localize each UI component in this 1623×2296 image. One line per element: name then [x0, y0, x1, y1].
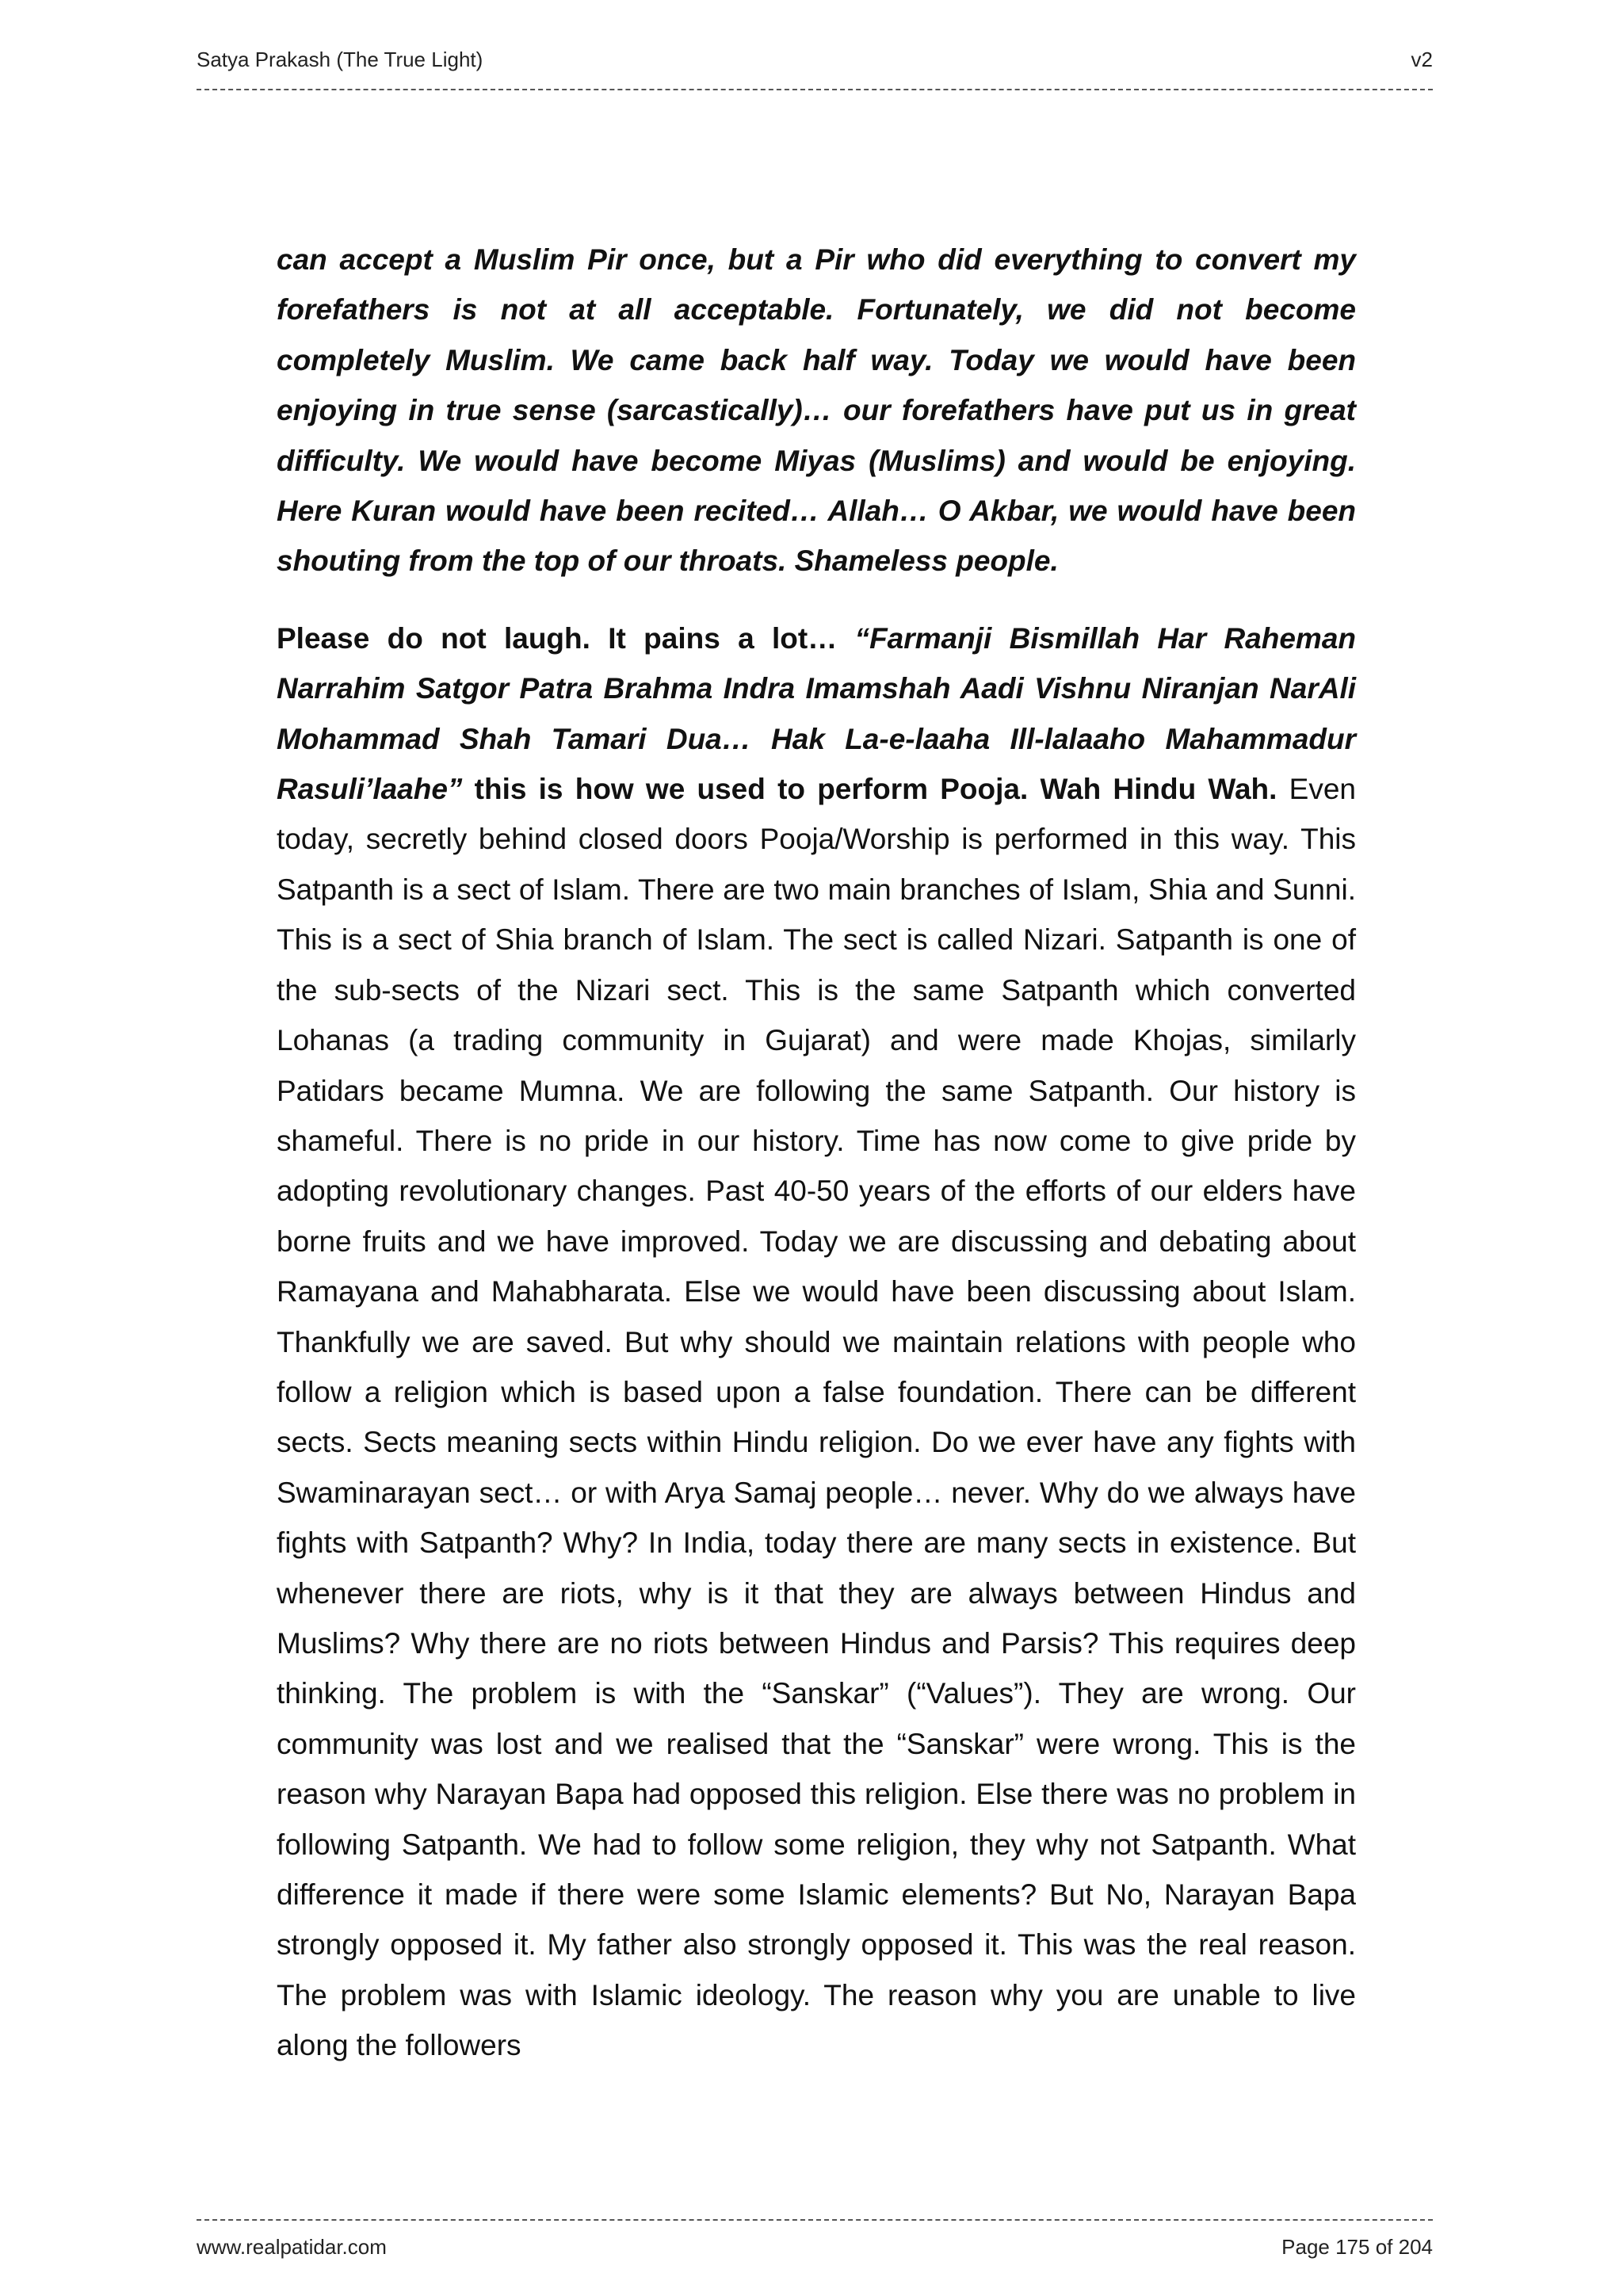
- website-url: www.realpatidar.com: [197, 2235, 387, 2259]
- paragraph-quote-continuation: can accept a Muslim Pir once, but a Pir who did everything to convert my forefathers is not at all acceptable. Fortunately, we did not become completely Muslim. We came back half way. Today we would have been enjoying in true sense (sarcastically)… our forefathers have put us in great difficulty. We would have become Miyas (Muslims) and would be enjoying. Here Kuran would have been recited… Allah… O Akbar, we would have been shouting from the top of our throats. Shameless people.: [277, 243, 1356, 578]
- prayer-quote: “Farmanji Bismillah Har Raheman Narrahim Satgor Patra Brahma Indra Imamshah Aadi Vishnu Niranjan NarAli Mohammad Shah Tamari Dua… Hak La-e-laaha Ill-lalaaho Mahammadur Rasuli’laahe”: [277, 621, 1356, 806]
- page-number: Page 175 of 204: [1281, 2235, 1433, 2259]
- page-body: [277, 235, 1356, 2098]
- document-version: v2: [1411, 48, 1433, 71]
- footer-divider: [197, 2219, 1433, 2221]
- header-divider: [197, 89, 1433, 90]
- document-title: Satya Prakash (The True Light): [197, 48, 483, 71]
- paragraph-bold-remark: this is how we used to perform Pooja. Wah Hindu Wah.: [474, 773, 1277, 806]
- paragraph-lead: Please do not laugh. It pains a lot…: [277, 621, 838, 655]
- paragraph-main: [277, 613, 1356, 2071]
- paragraph-text: Even today, secretly behind closed doors Pooja/Worship is performed in this way. This Satpanth is a sect of Islam. There are two main branches of Islam, Shia and Sunni. This is a sect of Shia branch of Islam. The sect is called Nizari. Satpanth is one of the sub-sects of the Nizari sect. This is the same Satpanth which converted Lohanas (a trading community in Gujarat) and were made Khojas, similarly Patidars became Mumna. We are following the same Satpanth. Our history is shameful. There is no pride in our history. Time has now come to give pride by adopting revolutionary changes. Past 40-50 years of the efforts of our elders have borne fruits and we have improved. Today we are discussing and debating about Ramayana and Mahabharata. Else we would have been discussing about Islam. Thankfully we are saved. But why should we maintain relations with people who follow a religion which is based upon a false foundation. There can be different sects. Sects meaning sects within Hindu religion. Do we ever have any fights with Swaminarayan sect… or with Arya Samaj people… never. Why do we always have fights with Satpanth? Why? In India, today there are many sects in existence. But whenever there are riots, why is it that they are always between Hindus and Muslims? Why there are no riots between Hindus and Parsis? This requires deep thinking. The problem is with the “Sanskar” (“Values”). They are wrong. Our community was lost and we realised that the “Sanskar” were wrong. This is the reason why Narayan Bapa had opposed this religion. Else there was no problem in following Satpanth. We had to follow some religion, they why not Satpanth. What difference it made if there were some Islamic elements? But No, Narayan Bapa strongly opposed it. My father also strongly opposed it. This was the real reason. The problem was with Islamic ideology. The reason why you are unable to live along the followers: [277, 773, 1356, 2062]
